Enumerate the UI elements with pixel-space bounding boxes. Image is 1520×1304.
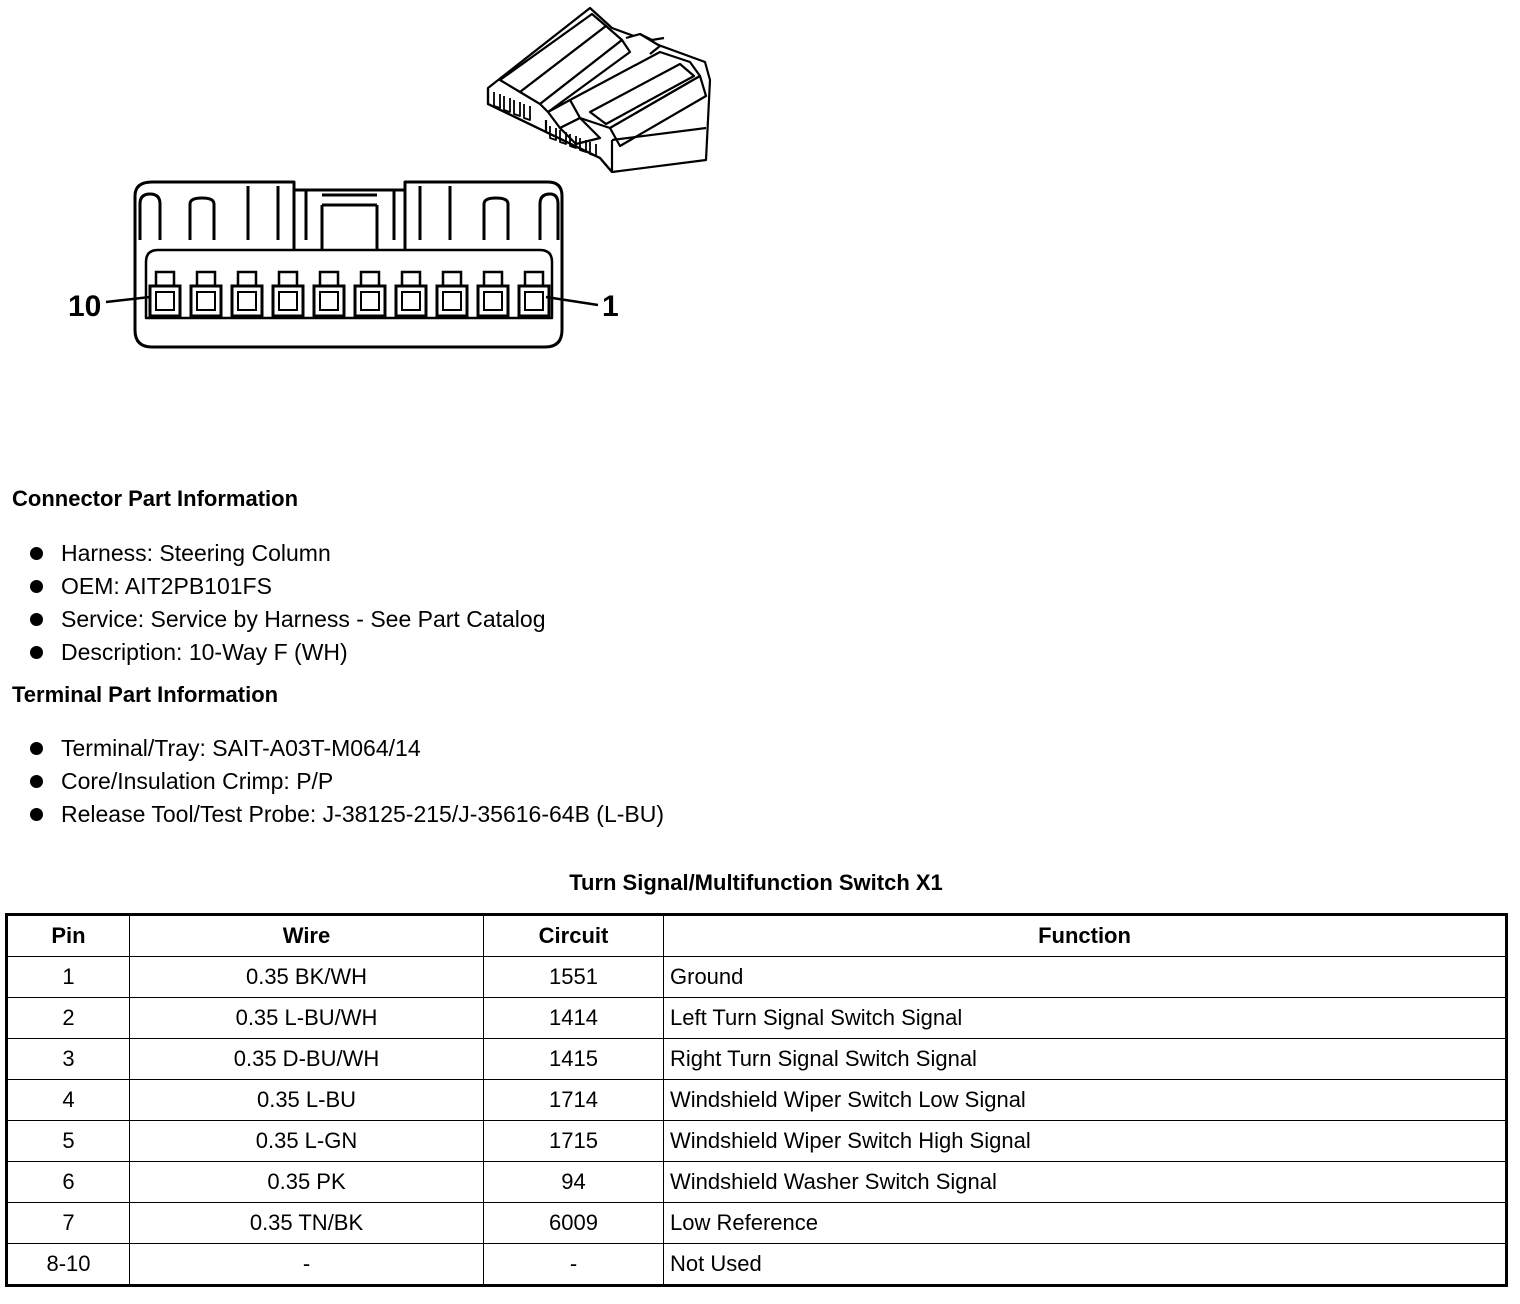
list-item bbox=[30, 603, 545, 636]
pin-cavity bbox=[232, 272, 262, 316]
circuit-cell: 1414 bbox=[484, 998, 664, 1039]
list-item bbox=[30, 732, 664, 765]
circuit-cell: 1551 bbox=[484, 957, 664, 998]
pin-cavity-outer bbox=[478, 286, 508, 316]
bullet-icon bbox=[30, 775, 43, 788]
wire-cell: 0.35 L-GN bbox=[130, 1121, 484, 1162]
pin-10-leader-line bbox=[106, 297, 150, 302]
connector-front-view bbox=[135, 182, 562, 347]
list-item bbox=[30, 636, 545, 669]
pin-cavity-outer bbox=[519, 286, 549, 316]
list-item bbox=[30, 537, 545, 570]
list-item-text: OEM: AIT2PB101FS bbox=[61, 573, 272, 599]
wire-cell: 0.35 TN/BK bbox=[130, 1203, 484, 1244]
table-title: Turn Signal/Multifunction Switch X1 bbox=[569, 870, 943, 895]
pin-cell: 2 bbox=[7, 998, 130, 1039]
bullet-icon bbox=[30, 808, 43, 821]
wire-cell: 0.35 L-BU bbox=[130, 1080, 484, 1121]
pin-cavity-outer bbox=[314, 286, 344, 316]
circuit-cell: 1715 bbox=[484, 1121, 664, 1162]
list-item bbox=[30, 765, 664, 798]
column-header-pin: Pin bbox=[7, 915, 130, 957]
pin-cavity-inner bbox=[525, 292, 543, 310]
pin-latch-tab bbox=[197, 272, 215, 286]
pin-cavity bbox=[150, 272, 180, 316]
list-item-text: Service: Service by Harness - See Part Catalog bbox=[61, 606, 546, 632]
pin-latch-tab bbox=[525, 272, 543, 286]
pin-cell: 6 bbox=[7, 1162, 130, 1203]
function-cell: Left Turn Signal Switch Signal bbox=[664, 998, 1507, 1039]
function-cell: Right Turn Signal Switch Signal bbox=[664, 1039, 1507, 1080]
list-item-text: Description: 10-Way F (WH) bbox=[61, 639, 348, 665]
function-cell: Windshield Washer Switch Signal bbox=[664, 1162, 1507, 1203]
table-row bbox=[7, 1162, 1507, 1203]
pin-latch-tab bbox=[279, 272, 297, 286]
pin-cavity-inner bbox=[320, 292, 338, 310]
bullet-icon bbox=[30, 742, 43, 755]
function-cell: Windshield Wiper Switch High Signal bbox=[664, 1121, 1507, 1162]
pin-cavity bbox=[478, 272, 508, 316]
pin-latch-tab bbox=[443, 272, 461, 286]
pin-cavity bbox=[519, 272, 549, 316]
table-row bbox=[7, 1039, 1507, 1080]
isometric-connector-drawing bbox=[488, 8, 710, 172]
circuit-cell: 1714 bbox=[484, 1080, 664, 1121]
circuit-cell: 6009 bbox=[484, 1203, 664, 1244]
pin-cavity bbox=[396, 272, 426, 316]
pin-cavity-outer bbox=[150, 286, 180, 316]
wire-cell: - bbox=[130, 1244, 484, 1286]
table-row bbox=[7, 1203, 1507, 1244]
circuit-cell: - bbox=[484, 1244, 664, 1286]
pin-cell: 8-10 bbox=[7, 1244, 130, 1286]
pin-latch-tab bbox=[238, 272, 256, 286]
pin-cavity bbox=[355, 272, 385, 316]
pin-cavity-outer bbox=[273, 286, 303, 316]
pin-cavity-outer bbox=[396, 286, 426, 316]
table-header-row bbox=[7, 915, 1507, 957]
list-item-text: Release Tool/Test Probe: J-38125-215/J-35616-64B (L-BU) bbox=[61, 801, 665, 827]
table-row bbox=[7, 998, 1507, 1039]
connector-part-info-heading: Connector Part Information bbox=[12, 486, 299, 511]
circuit-cell: 1415 bbox=[484, 1039, 664, 1080]
bullet-icon bbox=[30, 613, 43, 626]
list-item bbox=[30, 570, 545, 603]
wire-cell: 0.35 L-BU/WH bbox=[130, 998, 484, 1039]
list-item bbox=[30, 798, 664, 831]
column-header-wire: Wire bbox=[130, 915, 484, 957]
pin-cavity-inner bbox=[484, 292, 502, 310]
pin-latch-tab bbox=[402, 272, 420, 286]
pin-cell: 1 bbox=[7, 957, 130, 998]
pin-cavity-inner bbox=[279, 292, 297, 310]
bullet-icon bbox=[30, 547, 43, 560]
pin-latch-tab bbox=[484, 272, 502, 286]
pin-cell: 3 bbox=[7, 1039, 130, 1080]
pin-cell: 7 bbox=[7, 1203, 130, 1244]
table-row bbox=[7, 957, 1507, 998]
list-item-text: Core/Insulation Crimp: P/P bbox=[61, 768, 334, 794]
pin-cavity-inner bbox=[197, 292, 215, 310]
pin-cavity-inner bbox=[443, 292, 461, 310]
pin-cell: 5 bbox=[7, 1121, 130, 1162]
pin-cavity-outer bbox=[232, 286, 262, 316]
function-cell: Low Reference bbox=[664, 1203, 1507, 1244]
pin-cavity-outer bbox=[191, 286, 221, 316]
table-row bbox=[7, 1080, 1507, 1121]
pin-cavity bbox=[191, 272, 221, 316]
pin-1-leader-line bbox=[546, 297, 598, 305]
wire-cell: 0.35 BK/WH bbox=[130, 957, 484, 998]
table-row bbox=[7, 1121, 1507, 1162]
pin-latch-tab bbox=[361, 272, 379, 286]
terminal-part-info-heading: Terminal Part Information bbox=[12, 682, 279, 707]
pin-cavity-inner bbox=[361, 292, 379, 310]
function-cell: Not Used bbox=[664, 1244, 1507, 1286]
connector-pin-cavities bbox=[150, 272, 549, 316]
pin-cavity bbox=[314, 272, 344, 316]
circuit-cell: 94 bbox=[484, 1162, 664, 1203]
pin-latch-tab bbox=[320, 272, 338, 286]
function-cell: Ground bbox=[664, 957, 1507, 998]
pin-1-label: 1 bbox=[602, 290, 619, 323]
list-item-text: Terminal/Tray: SAIT-A03T-M064/14 bbox=[61, 735, 421, 761]
connector-illustration bbox=[0, 0, 1520, 420]
pin-cavity bbox=[273, 272, 303, 316]
pin-10-label: 10 bbox=[68, 290, 102, 323]
pin-cavity-inner bbox=[156, 292, 174, 310]
pinout-table bbox=[5, 913, 1508, 1287]
column-header-function: Function bbox=[664, 915, 1507, 957]
function-cell: Windshield Wiper Switch Low Signal bbox=[664, 1080, 1507, 1121]
pin-cavity-outer bbox=[355, 286, 385, 316]
bullet-icon bbox=[30, 580, 43, 593]
wire-cell: 0.35 D-BU/WH bbox=[130, 1039, 484, 1080]
wire-cell: 0.35 PK bbox=[130, 1162, 484, 1203]
pin-cavity-inner bbox=[402, 292, 420, 310]
pin-cavity bbox=[437, 272, 467, 316]
connector-part-info-list bbox=[30, 537, 545, 669]
pin-cavity-outer bbox=[437, 286, 467, 316]
pin-latch-tab bbox=[156, 272, 174, 286]
bullet-icon bbox=[30, 646, 43, 659]
table-row bbox=[7, 1244, 1507, 1286]
list-item-text: Harness: Steering Column bbox=[61, 540, 331, 566]
column-header-circuit: Circuit bbox=[484, 915, 664, 957]
pin-cavity-inner bbox=[238, 292, 256, 310]
terminal-part-info-list bbox=[30, 732, 664, 831]
pin-cell: 4 bbox=[7, 1080, 130, 1121]
